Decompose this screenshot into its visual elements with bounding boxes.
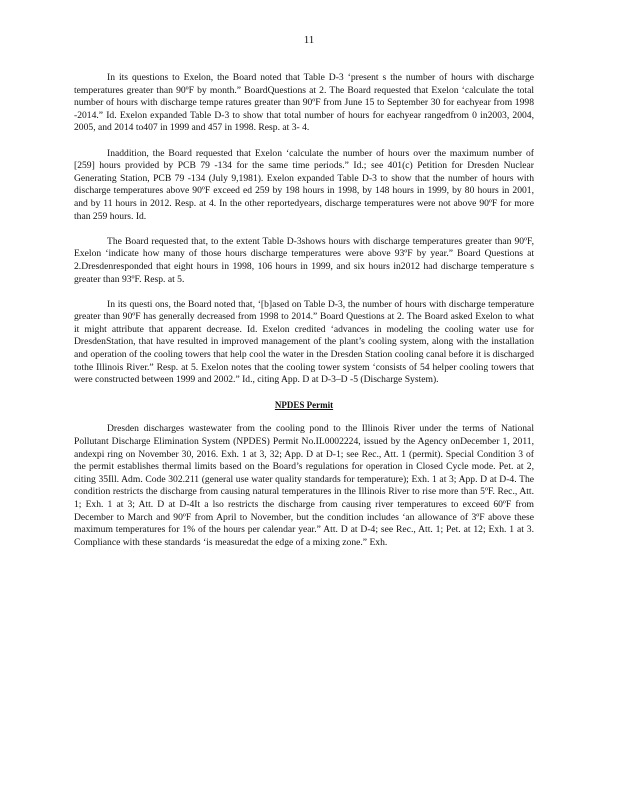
paragraph-table-d3-hours: In its questions to Exelon, the Board noted that Table D-3 ‘present s the number of hours with discharge temperatures greater than 90ºF by month.” BoardQuestions at 2. The Board requested that Exelon ‘calculate the total number of hours with discharge tempe ratures greater than 90ºF from June 15 to September 30 for eachyear from 1998 -2014.” Id. Exelon expanded Table D-3 to show that total number of hours for eachyear rangedfrom 0 in2003, 2004, 2005, and 2014 to407 in 1999 and 457 in 1998. Resp. at 3- 4. (74, 72, 534, 134)
section-heading (74, 399, 534, 411)
paragraph-npdes-permit: Dresden discharges wastewater from the cooling pond to the Illinois River under the terms of National Pollutant Discharge Elimination System (NPDES) Permit No.IL0002224, issued by the Agency onDecember 1, 2011, andexpi ring on November 30, 2016. Exh. 1 at 3, 32; App. D at D-1; see Rec., Att. 1 (permit). Special Condition 3 of the permit establishes thermal limits based on the Board’s regulations for operation in Closed Cycle mode. Pet. at 2, citing 35Ill. Adm. Code 302.211 (general use water quality standards for temperature); Exh. 1 at 3; App. D at D-4. The condition restricts the discharge from causing natural temperatures in the Illinois River to rise more than 5ºF. Rec., Att. 1; Exh. 1 at 3; Att. D at D-4It a lso restricts the discharge from causing river temperatures to exceed 60ºF from December to March and 90ºF from April to November, but the condition includes ‘an allowance of 3ºF above these maximum temperatures for 1% of the hours per calendar year.” Att. D at D-4; see Rec., Att. 1; Pet. at 12; Exh. 1 at 3. Compliance with these standards ‘is measuredat the edge of a mixing zone.” Exh. (74, 423, 534, 548)
document-body (74, 72, 534, 562)
page-number: 11 (303, 34, 315, 46)
npdes-permit-heading: NPDES Permit (274, 400, 334, 411)
paragraph-93f-hours: The Board requested that, to the extent Table D-3shows hours with discharge temperatures greater than 90ºF, Exelon ‘indicate how many of those hours discharge temperatures were above 93ºF by year.” Board Questions at 2.Dresdenresponded that eight hours in 1998, 106 hours in 1999, and six hours in2012 had discharge temperature s greater than 93ºF. Resp. at 5. (74, 235, 534, 285)
paragraph-decrease-attribution: In its questi ons, the Board noted that, ‘[b]ased on Table D-3, the number of hours with discharge temperature greater than 90ºF has generally decreased from 1998 to 2014.” Board Questions at 2. The Board asked Exelon to what it might attribute that apparent decrease. Id. Exelon credited ‘advances in modeling the cooling water use for DresdenStation, that have resulted in improved management of the plant’s cooling system, along with the installation and operation of the cooling towers that help cool the water in the Dresden Station cooling canal before it is discharged tothe Illinois River.” Resp. at 5. Exelon notes that the cooling tower system ‘consists of 54 helper cooling towers that were constructed between 1999 and 2002.” Id., citing App. D at D-3–D -5 (Discharge System). (74, 298, 534, 386)
paragraph-max-hours: Inaddition, the Board requested that Exelon ‘calculate the number of hours over the maximum number of [259] hours provided by PCB 79 -134 for the same time periods.” Id.; see 401(c) Petition for Dresden Nuclear Generating Station, PCB 79 -134 (July 9,1981). Exelon expanded Table D-3 to show that the number of hours with discharge temperatures above 90ºF exceed ed 259 by 198 hours in 1998, by 148 hours in 1999, by 80 hours in 2001, and by 11 hours in 2012. Resp. at 4. In the other reportedyears, discharge temperatures were not above 90ºF for more than 259 hours. Id. (74, 147, 534, 222)
